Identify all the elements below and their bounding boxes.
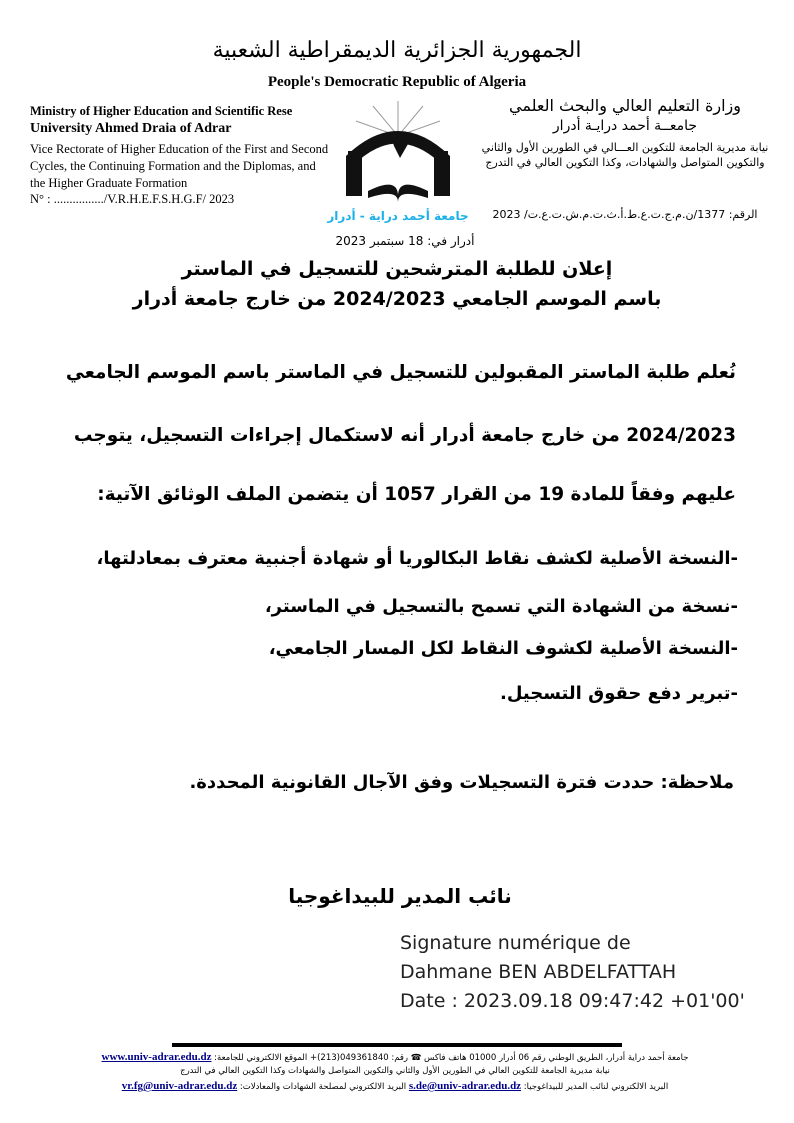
footer-department: نيابة مديرية الجامعة للتكوين العالي في الطورين الأول والثاني والتكوين المتواصل والشهادات وكذا التكوين العالي في التدرج	[180, 1066, 610, 1076]
university-english: University Ahmed Draia of Adrar	[30, 121, 232, 136]
email-link-diplomas[interactable]: vr.fg@univ-adrar.edu.dz	[121, 1080, 238, 1092]
announcement-title: إعلان للطلبة المترشحين للتسجيل في الماستر	[181, 258, 613, 280]
ministry-english: Ministry of Higher Education and Scientific Rese	[30, 104, 293, 118]
email-link-pedagogy[interactable]: s.de@univ-adrar.edu.dz	[408, 1080, 522, 1092]
vice-rectorate-arabic: نيابة مديرية الجامعة للتكوين العـــالي في الطورين الأول والثاني والتكوين المتواصل والشهادات، وكذا التكوين العالي في التدرج	[481, 141, 769, 169]
required-document-item: -نسخة من الشهادة التي تسمح بالتسجيل في الماستر،	[264, 596, 738, 617]
digital-signature-name: Dahmane BEN ABDELFATTAH	[400, 961, 677, 983]
website-link[interactable]: www.univ-adrar.edu.dz	[101, 1051, 212, 1063]
footer-email-label-b: البريد الالكتروني لمصلحة الشهادات والمعادلات:	[239, 1082, 407, 1092]
footer-address: جامعة أحمد دراية أدرار، الطريق الوطني رقم 06 أدرار 01000 هاتف فاكس ☎ رقم: 049361840(213)+ الموقع الالكتروني للجامعة:	[214, 1053, 689, 1063]
digital-signature-label: Signature numérique de	[400, 932, 631, 954]
digital-signature-date: Date : 2023.09.18 09:47:42 +01'00'	[400, 990, 745, 1012]
body-paragraph-line: 2024/2023 من خارج جامعة أدرار أنه لاستكمال إجراءات التسجيل، يتوجب	[73, 425, 736, 446]
republic-name-arabic: الجمهورية الجزائرية الديمقراطية الشعبية	[212, 38, 582, 63]
university-logo	[327, 96, 469, 226]
reference-number-arabic: الرقم: 1377/ن.م.ج.ت.ع.ط.أ.ث.ت.م.ش.ت.ع.ت/ 2023	[492, 208, 758, 221]
required-document-item: -النسخة الأصلية لكشف نقاط البكالوريا أو شهادة أجنبية معترف بمعادلتها،	[96, 548, 738, 569]
document-date: أدرار في: 18 سبتمبر 2023	[335, 234, 475, 248]
logo-text: جامعة أحمد دراية - أدرار	[327, 209, 469, 223]
republic-name-english: People's Democratic Republic of Algeria	[267, 74, 527, 90]
signer-title: نائب المدير للبيداغوجيا	[288, 884, 512, 908]
vice-rectorate-english: Vice Rectorate of Higher Education of the First and Second Cycles, the Continuing Formation and the Diplomas, and the Higher Graduate Formation	[30, 142, 329, 190]
required-document-item: -تبرير دفع حقوق التسجيل.	[500, 683, 738, 704]
footer-divider	[172, 1043, 622, 1047]
footer-email-label-a: البريد الالكتروني لنائب المدير للبيداغوجيا:	[523, 1082, 669, 1092]
footer-emails-line	[50, 1080, 740, 1092]
footer-address-line	[50, 1051, 740, 1063]
body-paragraph-line: عليهم وفقاً للمادة 19 من القرار 1057 أن يتضمن الملف الوثائق الآتية:	[97, 484, 736, 505]
ministry-arabic: وزارة التعليم العالي والبحث العلمي	[509, 96, 741, 115]
required-document-item: -النسخة الأصلية لكشوف النقاط لكل المسار الجامعي،	[268, 638, 738, 659]
reference-number-english: N° : ................/V.R.H.E.F.S.H.G.F/ 2023	[30, 192, 235, 206]
announcement-subtitle: باسم الموسم الجامعي 2024/2023 من خارج جامعة أدرار	[132, 288, 662, 310]
body-paragraph-line: نُعلم طلبة الماستر المقبولين للتسجيل في الماستر باسم الموسم الجامعي	[65, 362, 736, 383]
university-arabic: جامعــة أحمد درايـة أدرار	[552, 118, 698, 134]
note: ملاحظة: حددت فترة التسجيلات وفق الآجال القانونية المحددة.	[189, 772, 734, 793]
